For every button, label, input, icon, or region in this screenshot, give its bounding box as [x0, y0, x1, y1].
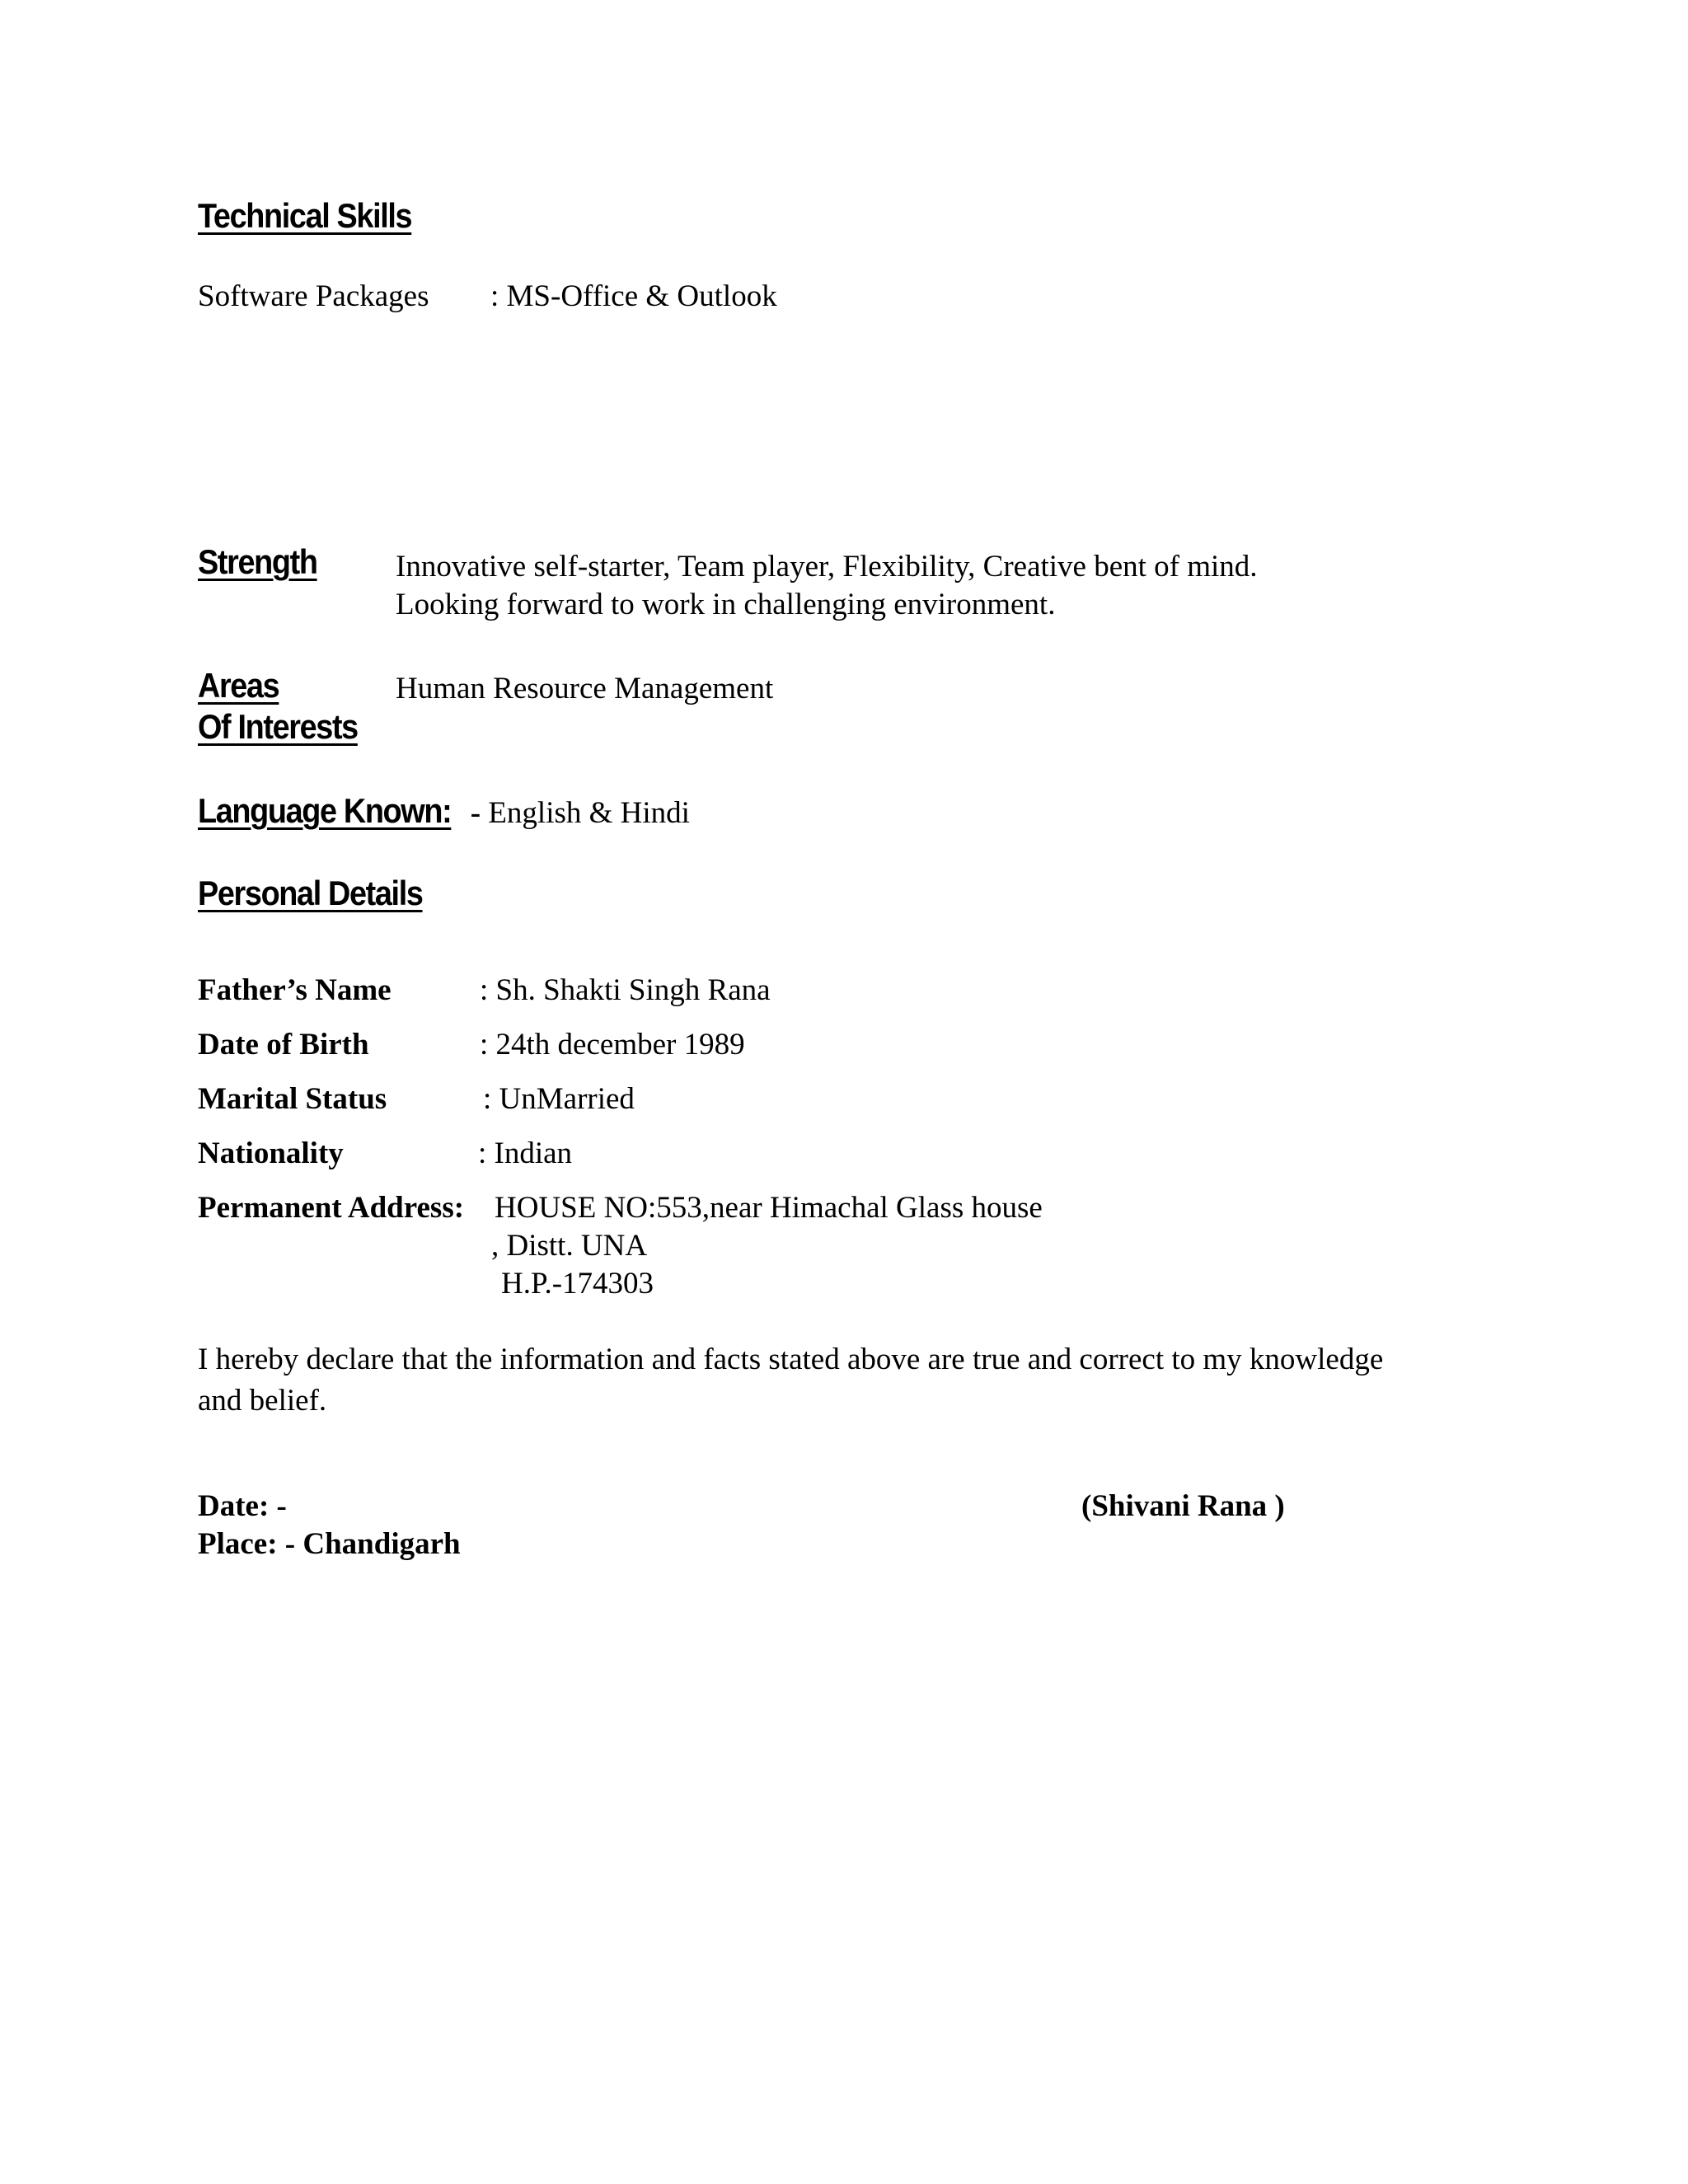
- place-field: Place: - Chandigarh: [198, 1527, 461, 1561]
- fathers-name-label: Father’s Name: [198, 973, 392, 1007]
- software-packages-label: Software Packages: [198, 279, 429, 313]
- areas-heading-line-2: Of Interests: [198, 707, 358, 746]
- language-dash: -: [462, 796, 489, 830]
- technical-skills-heading: Technical Skills: [198, 196, 412, 235]
- nationality-value: : Indian: [478, 1137, 573, 1170]
- personal-details-heading: Personal Details: [198, 874, 423, 912]
- declaration-line-2: and belief.: [198, 1384, 327, 1418]
- fathers-name-value: : Sh. Shakti Singh Rana: [480, 973, 771, 1007]
- declaration-line-1: I hereby declare that the information and facts stated above are true and correct to my knowledge: [198, 1343, 1384, 1376]
- areas-of-interest-value: Human Resource Management: [396, 672, 774, 705]
- permanent-address-label: Permanent Address:: [198, 1191, 465, 1225]
- language-value: English & Hindi: [488, 796, 690, 830]
- signature-name: (Shivani Rana ): [1081, 1489, 1285, 1523]
- language-heading: Language Known:: [198, 791, 452, 830]
- areas-heading-line-1: Areas: [198, 666, 279, 705]
- dob-value: : 24th december 1989: [480, 1028, 745, 1062]
- dob-label: Date of Birth: [198, 1028, 369, 1062]
- address-line-1: HOUSE NO:553,near Himachal Glass house: [495, 1191, 1043, 1225]
- strength-line-1: Innovative self-starter, Team player, Flexibility, Creative bent of mind.: [396, 550, 1258, 583]
- address-line-2: , Distt. UNA: [491, 1229, 648, 1263]
- marital-status-value: : UnMarried: [483, 1082, 635, 1116]
- marital-status-label: Marital Status: [198, 1082, 387, 1116]
- software-packages-value: : MS-Office & Outlook: [490, 279, 777, 313]
- strength-line-2: Looking forward to work in challenging environment.: [396, 588, 1056, 621]
- language-row: [198, 791, 690, 831]
- strength-heading: Strength: [198, 542, 317, 581]
- date-field: Date: -: [198, 1489, 287, 1523]
- address-line-3: H.P.-174303: [501, 1267, 654, 1301]
- nationality-label: Nationality: [198, 1137, 344, 1170]
